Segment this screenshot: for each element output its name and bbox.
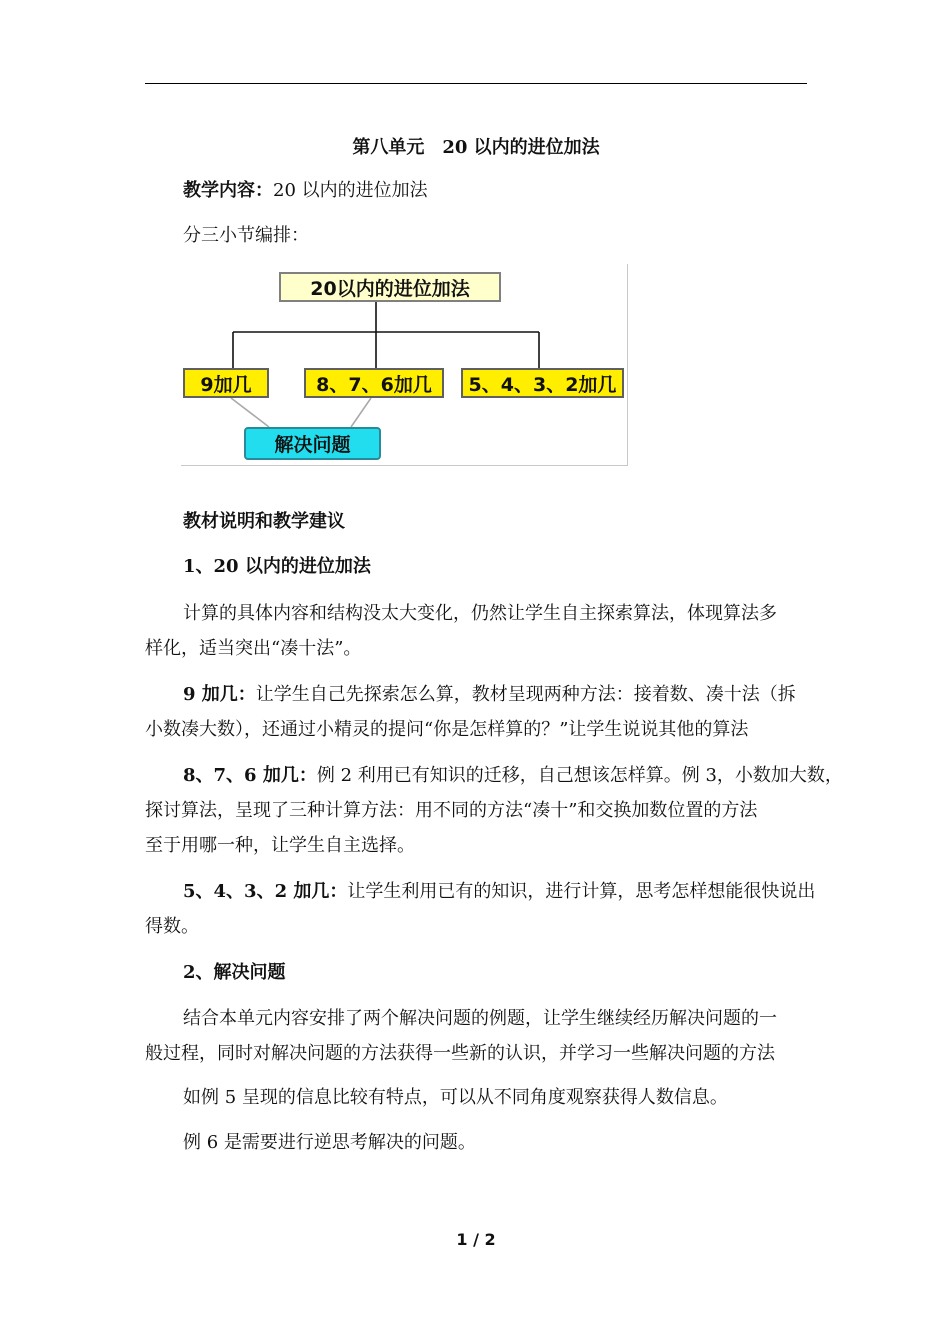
content-label: 教学内容： [183,180,273,201]
s2-p1-line2: 般过程，同时对解决问题的方法获得一些新的认识，并学习一些解决问题的方法 [145,1043,775,1064]
s1-p4-text1: 让学生利用已有的知识，进行计算，思考怎样想能很快说出 [347,881,816,902]
diagram-child-9: 9加几 [183,368,269,398]
header-rule [145,83,807,84]
s1-p4-line2: 得数。 [145,916,199,937]
s2-p3: 例 6 是需要进行逆思考解决的问题。 [183,1132,476,1153]
diagram-problem-box: 解决问题 [244,427,381,460]
s1-p3-line2: 探讨算法，呈现了三种计算方法：用不同的方法“凑十”和交换加数位置的方法 [145,800,758,821]
s1-p2-line2: 小数凑大数），还通过小精灵的提问“你是怎样算的？”让学生说说其他的算法 [145,719,749,740]
page-title: 第八单元 20 以内的进位加法 [352,137,600,158]
content-line [183,179,428,203]
content-value: 20 以内的进位加法 [273,180,428,201]
s1-p3-line1 [183,764,843,788]
s2-p1-line1: 结合本单元内容安排了两个解决问题的例题，让学生继续经历解决问题的一 [183,1008,777,1029]
page-number: 1 / 2 [456,1230,496,1249]
s1-p1-line1: 计算的具体内容和结构没太大变化，仍然让学生自主探索算法，体现算法多 [183,603,777,624]
s1-p3-text1: 例 2 利用已有知识的迁移，自己想该怎样算。例 3，小数加大数， [316,765,843,786]
s1-p2-label: 9 加几： [183,684,256,705]
section-heading: 教材说明和教学建议 [183,511,345,532]
s1-p2-line1 [183,683,796,707]
diagram-child-876: 8、7、6加几 [304,368,444,398]
s1-p1-line2: 样化，适当突出“凑十法”。 [145,638,362,659]
s1-p3-label: 8、7、6 加几： [183,765,317,786]
s2-heading: 2、解决问题 [183,962,286,983]
s1-p2-text1: 让学生自己先探索怎么算，教材呈现两种方法：接着数、凑十法（拆 [255,684,796,705]
s1-p4-line1 [183,880,815,904]
s1-p4-label: 5、4、3、2 加几： [183,881,348,902]
diagram-child-5432: 5、4、3、2加几 [461,368,624,398]
diagram-root-box: 20以内的进位加法 [279,272,501,302]
s1-heading: 1、20 以内的进位加法 [183,556,371,577]
s2-p2: 如例 5 呈现的信息比较有特点，可以从不同角度观察获得人数信息。 [183,1087,728,1108]
arrangement-line: 分三小节编排： [183,225,309,246]
s1-p3-line3: 至于用哪一种，让学生自主选择。 [145,835,415,856]
structure-diagram [181,264,628,466]
